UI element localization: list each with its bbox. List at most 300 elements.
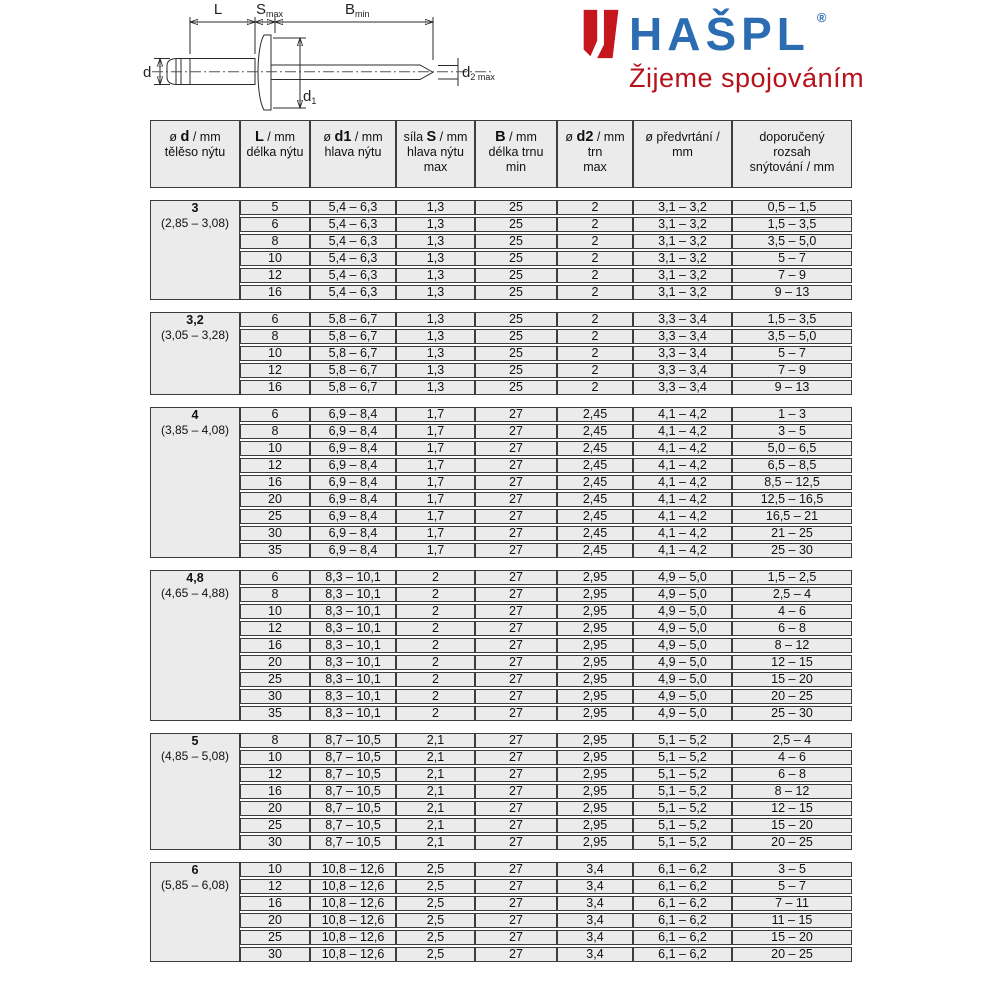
- spec-cell: 7 – 11: [732, 896, 852, 911]
- spec-cell: 10: [240, 750, 310, 765]
- spec-cell: 3,3 – 3,4: [633, 363, 732, 378]
- column-header-0: ø d / mm tělěso nýtu: [150, 120, 240, 188]
- spec-cell: 2,1: [396, 784, 475, 799]
- spec-cell: 1,7: [396, 526, 475, 541]
- spec-cell: 16: [240, 784, 310, 799]
- spec-cell: 2,45: [557, 509, 633, 524]
- spec-cell: 27: [475, 638, 557, 653]
- rivet-spec-tables: [150, 118, 860, 964]
- spec-cell: 27: [475, 621, 557, 636]
- spec-cell: 25 – 30: [732, 543, 852, 558]
- spec-cell: 12: [240, 268, 310, 283]
- spec-cell: 1,7: [396, 407, 475, 422]
- spec-cell: 8,3 – 10,1: [310, 655, 396, 670]
- spec-cell: 5,0 – 6,5: [732, 441, 852, 456]
- spec-cell: 30: [240, 689, 310, 704]
- spec-cell: 1,3: [396, 251, 475, 266]
- spec-cell: 3,5 – 5,0: [732, 329, 852, 344]
- brand-wordmark: HAŠPL: [629, 8, 810, 60]
- spec-cell: 7 – 9: [732, 363, 852, 378]
- spec-cell: 27: [475, 689, 557, 704]
- spec-cell: 6,9 – 8,4: [310, 526, 396, 541]
- spec-cell: 2,95: [557, 655, 633, 670]
- spec-cell: 12 – 15: [732, 655, 852, 670]
- spec-cell: 10,8 – 12,6: [310, 896, 396, 911]
- spec-cell: 1,5 – 2,5: [732, 570, 852, 585]
- spec-cell: 16: [240, 475, 310, 490]
- spec-cell: 25: [475, 268, 557, 283]
- spec-cell: 1,3: [396, 329, 475, 344]
- spec-cell: 20 – 25: [732, 947, 852, 962]
- spec-cell: 1,7: [396, 475, 475, 490]
- spec-cell: 6 – 8: [732, 621, 852, 636]
- spec-cell: 25: [475, 234, 557, 249]
- spec-cell: 15 – 20: [732, 672, 852, 687]
- spec-cell: 10: [240, 346, 310, 361]
- spec-cell: 8,3 – 10,1: [310, 689, 396, 704]
- spec-cell: 5,1 – 5,2: [633, 733, 732, 748]
- spec-cell: 2,5: [396, 947, 475, 962]
- spec-cell: 1,7: [396, 492, 475, 507]
- group-diameter-cell: 5 (4,85 – 5,08): [150, 733, 240, 850]
- spec-cell: 3,4: [557, 913, 633, 928]
- spec-cell: 12: [240, 458, 310, 473]
- spec-cell: 3,1 – 3,2: [633, 285, 732, 300]
- spec-cell: 8,3 – 10,1: [310, 706, 396, 721]
- rivet-group-4: [150, 405, 852, 560]
- spec-cell: 2,1: [396, 835, 475, 850]
- spec-cell: 2: [396, 689, 475, 704]
- spec-cell: 10,8 – 12,6: [310, 862, 396, 877]
- spec-cell: 5 – 7: [732, 251, 852, 266]
- group-diameter-cell: 4 (3,85 – 4,08): [150, 407, 240, 558]
- spec-cell: 12 – 15: [732, 801, 852, 816]
- spec-cell: 2,1: [396, 767, 475, 782]
- spec-cell: 8,7 – 10,5: [310, 801, 396, 816]
- spec-cell: 2: [396, 587, 475, 602]
- spec-cell: 21 – 25: [732, 526, 852, 541]
- spec-cell: 6,9 – 8,4: [310, 543, 396, 558]
- spec-cell: 8,7 – 10,5: [310, 784, 396, 799]
- spec-cell: 1,3: [396, 312, 475, 327]
- spec-cell: 2: [557, 346, 633, 361]
- spec-cell: 4,9 – 5,0: [633, 706, 732, 721]
- spec-cell: 1,7: [396, 458, 475, 473]
- spec-cell: 6,1 – 6,2: [633, 930, 732, 945]
- spec-cell: 2,5: [396, 913, 475, 928]
- spec-cell: 3,4: [557, 930, 633, 945]
- spec-cell: 10,8 – 12,6: [310, 930, 396, 945]
- haspl-logo-mark-icon: [582, 8, 622, 62]
- spec-cell: 8,3 – 10,1: [310, 587, 396, 602]
- spec-cell: 5,4 – 6,3: [310, 217, 396, 232]
- spec-cell: 25: [240, 672, 310, 687]
- spec-cell: 1,7: [396, 509, 475, 524]
- spec-cell: 1,3: [396, 217, 475, 232]
- spec-cell: 16,5 – 21: [732, 509, 852, 524]
- spec-cell: 2,45: [557, 441, 633, 456]
- column-header-7: doporučený rozsah snýtování / mm: [732, 120, 852, 188]
- spec-cell: 6,1 – 6,2: [633, 947, 732, 962]
- spec-cell: 5,1 – 5,2: [633, 784, 732, 799]
- spec-cell: 27: [475, 424, 557, 439]
- spec-cell: 5,1 – 5,2: [633, 750, 732, 765]
- spec-cell: 6,1 – 6,2: [633, 913, 732, 928]
- spec-cell: 27: [475, 784, 557, 799]
- spec-cell: 35: [240, 706, 310, 721]
- spec-cell: 12: [240, 767, 310, 782]
- spec-cell: 27: [475, 672, 557, 687]
- spec-cell: 8,7 – 10,5: [310, 835, 396, 850]
- spec-cell: 8: [240, 587, 310, 602]
- spec-cell: 4,9 – 5,0: [633, 621, 732, 636]
- spec-cell: 1,3: [396, 363, 475, 378]
- spec-cell: 12: [240, 879, 310, 894]
- spec-cell: 25: [475, 329, 557, 344]
- spec-cell: 1,3: [396, 268, 475, 283]
- spec-cell: 5,1 – 5,2: [633, 818, 732, 833]
- spec-cell: 2,5: [396, 896, 475, 911]
- spec-cell: 10: [240, 862, 310, 877]
- spec-cell: 27: [475, 879, 557, 894]
- spec-cell: 1,3: [396, 200, 475, 215]
- spec-cell: 15 – 20: [732, 818, 852, 833]
- spec-cell: 1,3: [396, 346, 475, 361]
- spec-cell: 27: [475, 733, 557, 748]
- spec-cell: 5,1 – 5,2: [633, 835, 732, 850]
- spec-cell: 1,7: [396, 441, 475, 456]
- spec-cell: 12: [240, 621, 310, 636]
- spec-cell: 27: [475, 655, 557, 670]
- spec-cell: 2,95: [557, 672, 633, 687]
- spec-cell: 27: [475, 458, 557, 473]
- spec-cell: 3,1 – 3,2: [633, 234, 732, 249]
- spec-cell: 2,45: [557, 526, 633, 541]
- spec-cell: 2: [396, 604, 475, 619]
- spec-cell: 25: [240, 818, 310, 833]
- spec-cell: 3 – 5: [732, 862, 852, 877]
- spec-cell: 2,95: [557, 801, 633, 816]
- group-diameter-cell: 6 (5,85 – 6,08): [150, 862, 240, 962]
- spec-cell: 16: [240, 285, 310, 300]
- spec-cell: 3,3 – 3,4: [633, 380, 732, 395]
- spec-cell: 4,1 – 4,2: [633, 458, 732, 473]
- column-header-4: B / mm délka trnu min: [475, 120, 557, 188]
- spec-cell: 5,8 – 6,7: [310, 346, 396, 361]
- spec-cell: 16: [240, 638, 310, 653]
- spec-cell: 27: [475, 818, 557, 833]
- spec-cell: 2,95: [557, 733, 633, 748]
- spec-cell: 30: [240, 947, 310, 962]
- dim-label-L: L: [213, 1, 223, 18]
- spec-cell: 4,1 – 4,2: [633, 441, 732, 456]
- spec-cell: 1 – 3: [732, 407, 852, 422]
- registered-trademark-icon: ®: [816, 10, 827, 25]
- dim-label-d: d: [143, 64, 152, 81]
- spec-cell: 5,4 – 6,3: [310, 251, 396, 266]
- spec-cell: 4 – 6: [732, 604, 852, 619]
- spec-cell: 2,95: [557, 750, 633, 765]
- rivet-group-6: [150, 860, 852, 964]
- spec-cell: 4,1 – 4,2: [633, 424, 732, 439]
- spec-cell: 2,95: [557, 689, 633, 704]
- rivet-group-4_8: [150, 568, 852, 723]
- spec-cell: 4 – 6: [732, 750, 852, 765]
- dim-label-Bmin: $B_{min}$: [345, 1, 370, 19]
- spec-cell: 27: [475, 526, 557, 541]
- spec-cell: 2,1: [396, 750, 475, 765]
- spec-cell: 2,95: [557, 621, 633, 636]
- spec-cell: 6,9 – 8,4: [310, 424, 396, 439]
- spec-cell: 1,7: [396, 543, 475, 558]
- spec-cell: 3,1 – 3,2: [633, 251, 732, 266]
- spec-cell: 6,9 – 8,4: [310, 441, 396, 456]
- spec-cell: 3 – 5: [732, 424, 852, 439]
- spec-cell: 7 – 9: [732, 268, 852, 283]
- column-header-1: L / mm délka nýtu: [240, 120, 310, 188]
- spec-cell: 2: [557, 251, 633, 266]
- group-diameter-cell: 4,8 (4,65 – 4,88): [150, 570, 240, 721]
- spec-cell: 0,5 – 1,5: [732, 200, 852, 215]
- spec-cell: 6,9 – 8,4: [310, 509, 396, 524]
- spec-cell: 27: [475, 706, 557, 721]
- spec-cell: 10: [240, 604, 310, 619]
- spec-cell: 2: [557, 234, 633, 249]
- spec-cell: 2,95: [557, 835, 633, 850]
- spec-cell: 27: [475, 767, 557, 782]
- spec-cell: 35: [240, 543, 310, 558]
- spec-cell: 2,1: [396, 733, 475, 748]
- spec-cell: 27: [475, 801, 557, 816]
- dim-label-d2max: $d_{2 max}$: [462, 64, 495, 82]
- spec-cell: 3,4: [557, 862, 633, 877]
- column-header-5: ø d2 / mm trn max: [557, 120, 633, 188]
- spec-cell: 25: [475, 380, 557, 395]
- spec-cell: 20 – 25: [732, 689, 852, 704]
- spec-cell: 6,9 – 8,4: [310, 475, 396, 490]
- spec-cell: 4,1 – 4,2: [633, 526, 732, 541]
- spec-cell: 8,7 – 10,5: [310, 733, 396, 748]
- spec-cell: 2,45: [557, 543, 633, 558]
- dim-label-d1: $d_1$: [303, 88, 317, 106]
- spec-cell: 25: [475, 346, 557, 361]
- spec-cell: 27: [475, 862, 557, 877]
- spec-cell: 25: [475, 217, 557, 232]
- spec-cell: 2,95: [557, 706, 633, 721]
- spec-cell: 4,9 – 5,0: [633, 604, 732, 619]
- spec-cell: 27: [475, 930, 557, 945]
- spec-cell: 30: [240, 526, 310, 541]
- spec-cell: 25: [475, 200, 557, 215]
- spec-cell: 12: [240, 363, 310, 378]
- spec-cell: 20: [240, 913, 310, 928]
- spec-cell: 6: [240, 407, 310, 422]
- spec-cell: 2,45: [557, 424, 633, 439]
- spec-cell: 2,5: [396, 862, 475, 877]
- spec-cell: 5,4 – 6,3: [310, 268, 396, 283]
- spec-cell: 6 – 8: [732, 767, 852, 782]
- spec-cell: 2: [557, 268, 633, 283]
- spec-cell: 6,9 – 8,4: [310, 407, 396, 422]
- spec-cell: 5 – 7: [732, 879, 852, 894]
- spec-cell: 2,5: [396, 879, 475, 894]
- spec-cell: 4,1 – 4,2: [633, 509, 732, 524]
- spec-cell: 10,8 – 12,6: [310, 879, 396, 894]
- spec-cell: 8,3 – 10,1: [310, 570, 396, 585]
- rivet-group-3: [150, 198, 852, 302]
- spec-cell: 4,1 – 4,2: [633, 543, 732, 558]
- spec-cell: 2,45: [557, 492, 633, 507]
- spec-cell: 20: [240, 492, 310, 507]
- spec-cell: 16: [240, 896, 310, 911]
- spec-cell: 25: [475, 363, 557, 378]
- spec-cell: 2: [557, 217, 633, 232]
- spec-cell: 27: [475, 604, 557, 619]
- spec-cell: 6,9 – 8,4: [310, 458, 396, 473]
- spec-cell: 20: [240, 801, 310, 816]
- spec-cell: 3,3 – 3,4: [633, 312, 732, 327]
- rivet-group-3_2: [150, 310, 852, 397]
- spec-cell: 5,8 – 6,7: [310, 312, 396, 327]
- spec-cell: 25: [475, 312, 557, 327]
- spec-cell: 2,45: [557, 407, 633, 422]
- spec-cell: 3,1 – 3,2: [633, 217, 732, 232]
- spec-cell: 10,8 – 12,6: [310, 913, 396, 928]
- spec-cell: 1,3: [396, 285, 475, 300]
- brand-tagline: Žijeme spojováním: [629, 63, 865, 93]
- spec-cell: 8,3 – 10,1: [310, 604, 396, 619]
- spec-cell: 2: [557, 363, 633, 378]
- spec-cell: 2: [557, 312, 633, 327]
- spec-cell: 27: [475, 947, 557, 962]
- spec-cell: 25: [240, 509, 310, 524]
- spec-cell: 8,7 – 10,5: [310, 767, 396, 782]
- spec-cell: 8,3 – 10,1: [310, 638, 396, 653]
- spec-cell: 2,45: [557, 475, 633, 490]
- spec-cell: 5,8 – 6,7: [310, 329, 396, 344]
- spec-cell: 9 – 13: [732, 285, 852, 300]
- spec-cell: 3,5 – 5,0: [732, 234, 852, 249]
- spec-cell: 2,1: [396, 801, 475, 816]
- spec-cell: 27: [475, 509, 557, 524]
- column-header-3: síla S / mm hlava nýtu max: [396, 120, 475, 188]
- spec-cell: 27: [475, 492, 557, 507]
- spec-cell: 25: [475, 285, 557, 300]
- spec-cell: 27: [475, 441, 557, 456]
- spec-cell: 2,5: [396, 930, 475, 945]
- spec-cell: 2: [557, 380, 633, 395]
- spec-cell: 30: [240, 835, 310, 850]
- spec-cell: 3,4: [557, 896, 633, 911]
- spec-cell: 2,5 – 4: [732, 733, 852, 748]
- dim-label-Smax: $S_{max}$: [256, 1, 284, 19]
- spec-cell: 1,5 – 3,5: [732, 217, 852, 232]
- spec-cell: 2: [396, 655, 475, 670]
- spec-cell: 4,9 – 5,0: [633, 587, 732, 602]
- spec-cell: 2: [396, 706, 475, 721]
- spec-cell: 3,1 – 3,2: [633, 200, 732, 215]
- spec-cell: 2: [396, 570, 475, 585]
- spec-cell: 1,3: [396, 380, 475, 395]
- spec-cell: 6,9 – 8,4: [310, 492, 396, 507]
- spec-cell: 8,7 – 10,5: [310, 750, 396, 765]
- spec-cell: 5,4 – 6,3: [310, 234, 396, 249]
- spec-cell: 2: [396, 621, 475, 636]
- spec-cell: 16: [240, 380, 310, 395]
- rivet-technical-drawing: [140, 0, 500, 120]
- spec-cell: 1,7: [396, 424, 475, 439]
- spec-cell: 8: [240, 733, 310, 748]
- spec-cell: 27: [475, 913, 557, 928]
- spec-cell: 8 – 12: [732, 784, 852, 799]
- spec-cell: 27: [475, 570, 557, 585]
- spec-cell: 5: [240, 200, 310, 215]
- spec-cell: 2,95: [557, 638, 633, 653]
- spec-cell: 2,95: [557, 818, 633, 833]
- spec-cell: 5 – 7: [732, 346, 852, 361]
- spec-cell: 4,9 – 5,0: [633, 638, 732, 653]
- spec-cell: 6,5 – 8,5: [732, 458, 852, 473]
- spec-cell: 3,4: [557, 947, 633, 962]
- spec-cell: 8,7 – 10,5: [310, 818, 396, 833]
- spec-cell: 1,5 – 3,5: [732, 312, 852, 327]
- group-diameter-cell: 3,2 (3,05 – 3,28): [150, 312, 240, 395]
- spec-cell: 3,1 – 3,2: [633, 268, 732, 283]
- column-header-6: ø předvrtání / mm: [633, 120, 732, 188]
- spec-cell: 2,1: [396, 818, 475, 833]
- spec-cell: 8: [240, 234, 310, 249]
- spec-cell: 5,8 – 6,7: [310, 380, 396, 395]
- spec-cell: 2,95: [557, 784, 633, 799]
- group-diameter-cell: 3 (2,85 – 3,08): [150, 200, 240, 300]
- spec-cell: 5,8 – 6,7: [310, 363, 396, 378]
- spec-cell: 2: [396, 638, 475, 653]
- spec-cell: 6,1 – 6,2: [633, 879, 732, 894]
- spec-cell: 8 – 12: [732, 638, 852, 653]
- spec-cell: 4,1 – 4,2: [633, 492, 732, 507]
- spec-cell: 2,45: [557, 458, 633, 473]
- spec-cell: 27: [475, 835, 557, 850]
- spec-cell: 8,5 – 12,5: [732, 475, 852, 490]
- rivet-head-shape: [258, 35, 271, 110]
- spec-cell: 4,9 – 5,0: [633, 570, 732, 585]
- spec-cell: 20: [240, 655, 310, 670]
- spec-cell: 8: [240, 329, 310, 344]
- spec-cell: 8,3 – 10,1: [310, 672, 396, 687]
- spec-cell: 5,4 – 6,3: [310, 285, 396, 300]
- spec-cell: 27: [475, 587, 557, 602]
- haspl-logo: [582, 8, 864, 94]
- spec-cell: 12,5 – 16,5: [732, 492, 852, 507]
- spec-cell: 10: [240, 441, 310, 456]
- spec-cell: 2,95: [557, 587, 633, 602]
- spec-cell: 10,8 – 12,6: [310, 947, 396, 962]
- spec-cell: 2: [396, 672, 475, 687]
- spec-cell: 2,95: [557, 604, 633, 619]
- spec-cell: 4,9 – 5,0: [633, 672, 732, 687]
- spec-cell: 3,4: [557, 879, 633, 894]
- spec-cell: 5,4 – 6,3: [310, 200, 396, 215]
- spec-cell: 25: [475, 251, 557, 266]
- spec-cell: 4,1 – 4,2: [633, 475, 732, 490]
- spec-cell: 2,5 – 4: [732, 587, 852, 602]
- spec-table-header: [150, 118, 852, 190]
- spec-cell: 27: [475, 543, 557, 558]
- spec-cell: 3,3 – 3,4: [633, 329, 732, 344]
- spec-cell: 27: [475, 750, 557, 765]
- spec-cell: 5,1 – 5,2: [633, 801, 732, 816]
- spec-cell: 2,95: [557, 767, 633, 782]
